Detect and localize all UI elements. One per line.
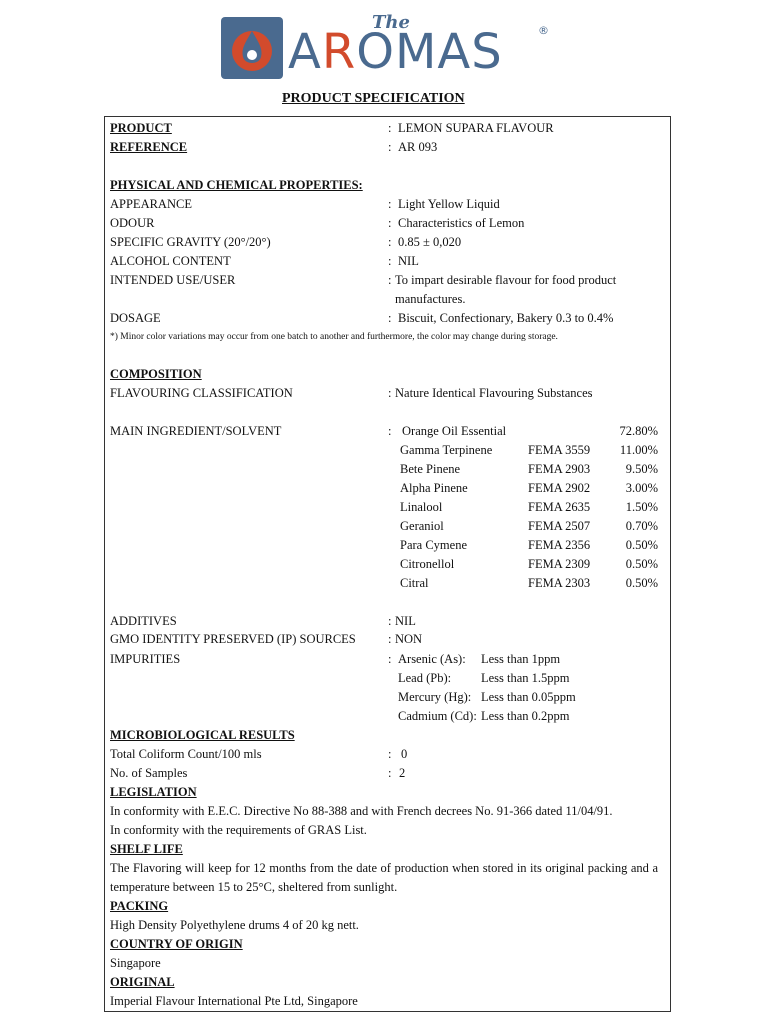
ingredient-percent: 1.50% (625, 500, 658, 514)
legislation-line-1: In conformity with E.E.C. Directive No 88-388 and with French decrees No. 91-366 dated 11/04/91. (110, 804, 613, 818)
specific-gravity-value: 0.85 ± 0,020 (398, 235, 462, 249)
separator: : (388, 121, 392, 135)
separator: : (388, 632, 392, 646)
ingredient-name: Citral (400, 576, 429, 590)
ingredient-fema: FEMA 2902 (528, 481, 591, 495)
flavouring-classification-value: Nature Identical Flavouring Substances (395, 386, 593, 400)
main-ingredient-label: MAIN INGREDIENT/SOLVENT (110, 424, 282, 438)
ingredient-percent: 0.70% (625, 519, 658, 533)
impurity-value: Less than 0.05ppm (481, 690, 576, 704)
impurity-value: Less than 1.5ppm (481, 671, 570, 685)
ingredient-percent: 72.80% (619, 424, 658, 438)
product-label: PRODUCT (110, 121, 172, 135)
ingredient-name: Linalool (400, 500, 443, 514)
physical-heading: PHYSICAL AND CHEMICAL PROPERTIES: (110, 178, 363, 192)
impurity-name: Arsenic (As): (398, 652, 466, 666)
packing-heading: PACKING (110, 899, 169, 913)
ingredient-name: Gamma Terpinene (400, 443, 493, 457)
impurity-name: Cadmium (Cd): (398, 709, 477, 723)
ingredient-percent: 0.50% (625, 538, 658, 552)
separator: : (388, 614, 392, 628)
ingredient-percent: 3.00% (625, 481, 658, 495)
samples-label: No. of Samples (110, 766, 188, 780)
ingredient-name: Bete Pinene (400, 462, 461, 476)
ingredient-fema: FEMA 2507 (528, 519, 591, 533)
country-heading: COUNTRY OF ORIGIN (110, 937, 243, 951)
ingredient-fema: FEMA 2903 (528, 462, 591, 476)
ingredient-percent: 9.50% (625, 462, 658, 476)
packing-text: High Density Polyethylene drums 4 of 20 kg nett. (110, 918, 359, 932)
odour-label: ODOUR (110, 216, 155, 230)
separator: : (388, 273, 392, 287)
legislation-heading: LEGISLATION (110, 785, 197, 799)
original-text: Imperial Flavour International Pte Ltd, Singapore (110, 994, 358, 1008)
separator: : (388, 254, 392, 268)
appearance-value: Light Yellow Liquid (398, 197, 500, 211)
separator: : (388, 747, 392, 761)
separator: : (388, 386, 392, 400)
ingredient-name: Alpha Pinene (400, 481, 468, 495)
reference-value: AR 093 (398, 140, 438, 154)
intended-use-value: To impart desirable flavour for food product (395, 273, 617, 287)
impurity-value: Less than 1ppm (481, 652, 561, 666)
separator: : (388, 235, 392, 249)
ingredient-fema: FEMA 2303 (528, 576, 591, 590)
samples-value: 2 (399, 766, 406, 780)
odour-value: Characteristics of Lemon (398, 216, 525, 230)
aromas-logo-mark (221, 17, 283, 79)
dosage-value: Biscuit, Confectionary, Bakery 0.3 to 0.4% (398, 311, 614, 325)
ingredient-fema: FEMA 3559 (528, 443, 591, 457)
impurity-name: Lead (Pb): (398, 671, 452, 685)
original-heading: ORIGINAL (110, 975, 175, 989)
coliform-value: 0 (401, 747, 408, 761)
dosage-label: DOSAGE (110, 311, 161, 325)
gmo-value: NON (395, 632, 423, 646)
separator: : (388, 216, 392, 230)
ingredient-fema: FEMA 2309 (528, 557, 591, 571)
specific-gravity-label: SPECIFIC GRAVITY (20°/20°) (110, 235, 271, 249)
alcohol-content-value: NIL (398, 254, 419, 268)
impurity-value: Less than 0.2ppm (481, 709, 570, 723)
product-value: LEMON SUPARA FLAVOUR (398, 121, 554, 135)
separator: : (388, 311, 392, 325)
gmo-label: GMO IDENTITY PRESERVED (IP) SOURCES (110, 632, 356, 646)
ingredient-percent: 0.50% (625, 576, 658, 590)
ingredient-fema: FEMA 2635 (528, 500, 591, 514)
appearance-label: APPEARANCE (110, 197, 192, 211)
ingredient-name: Para Cymene (400, 538, 467, 552)
intended-use-label: INTENDED USE/USER (110, 273, 236, 287)
logo-the-text: The (372, 12, 410, 33)
shelf-life-text: The Flavoring will keep for 12 months from the date of production when stored in its original packing and a temperature between 15 to 25°C, sheltered from sunlight. (110, 861, 658, 894)
separator: : (388, 766, 392, 780)
ingredient-name: Citronellol (400, 557, 455, 571)
ingredient-percent: 11.00% (619, 443, 658, 457)
separator: : (388, 197, 392, 211)
ingredient-fema: FEMA 2356 (528, 538, 591, 552)
additives-value: NIL (395, 614, 416, 628)
coliform-label: Total Coliform Count/100 mls (110, 747, 262, 761)
ingredient-name: Geraniol (400, 519, 444, 533)
page-title: PRODUCT SPECIFICATION (282, 91, 465, 106)
impurities-label: IMPURITIES (110, 652, 181, 666)
separator: : (388, 652, 392, 666)
shelf-life-heading: SHELF LIFE (110, 842, 183, 856)
microbiological-heading: MICROBIOLOGICAL RESULTS (110, 728, 295, 742)
composition-heading: COMPOSITION (110, 367, 202, 381)
legislation-line-2: In conformity with the requirements of GRAS List. (110, 823, 367, 837)
separator: : (388, 424, 392, 438)
ingredient-percent: 0.50% (625, 557, 658, 571)
intended-use-value-cont: manufactures. (395, 292, 466, 306)
color-variation-note: *) Minor color variations may occur from one batch to another and furthermore, the color may change during storage. (110, 332, 558, 342)
flavouring-classification-label: FLAVOURING CLASSIFICATION (110, 386, 293, 400)
alcohol-content-label: ALCOHOL CONTENT (110, 254, 231, 268)
ingredient-name: Orange Oil Essential (402, 424, 507, 438)
impurity-name: Mercury (Hg): (398, 690, 472, 704)
registered-mark: ® (538, 24, 549, 37)
reference-label: REFERENCE (110, 140, 188, 154)
separator: : (388, 140, 392, 154)
additives-label: ADDITIVES (110, 614, 177, 628)
logo-wordmark: AROMAS (288, 24, 503, 80)
country-text: Singapore (110, 956, 161, 970)
